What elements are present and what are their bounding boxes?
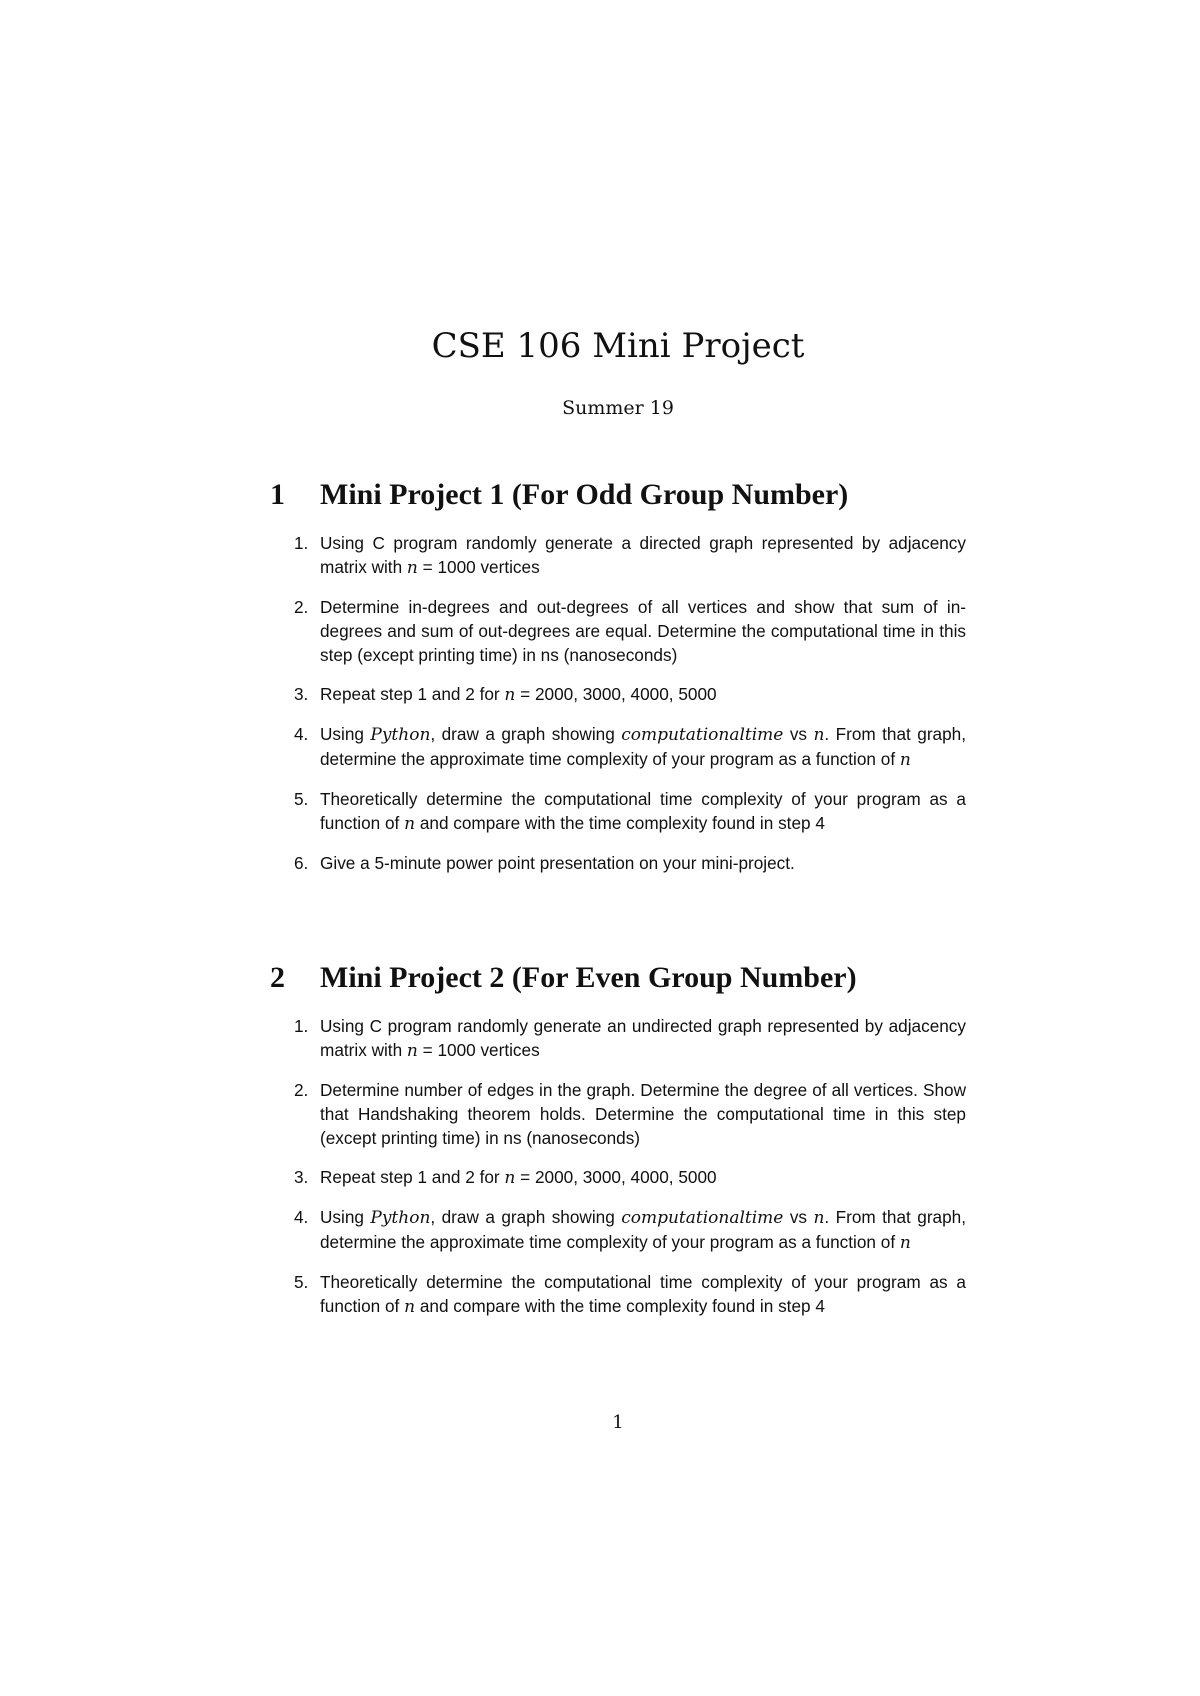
- step-text: vs: [783, 724, 814, 744]
- step-text: and compare with the time complexity found in step 4: [415, 1296, 825, 1316]
- step-number: 4.: [294, 724, 309, 744]
- step-item: [294, 722, 966, 772]
- step-text: Give a 5-minute power point presentation on your mini-project.: [320, 853, 795, 873]
- math-or-emphasis-text: n: [504, 1168, 516, 1188]
- step-text: Using C program randomly generate a directed graph represented by adjacency matrix with: [320, 533, 966, 577]
- step-item: [294, 531, 966, 580]
- math-or-emphasis-text: Python: [370, 725, 431, 745]
- step-number: 2.: [294, 597, 309, 617]
- math-or-emphasis-text: n: [813, 725, 825, 745]
- document-subtitle: Summer 19: [562, 397, 674, 419]
- step-number: 2.: [294, 1080, 309, 1100]
- math-or-emphasis-text: Python: [370, 1208, 431, 1228]
- step-text: Using: [320, 1207, 371, 1227]
- step-text: = 2000, 3000, 4000, 5000: [515, 1167, 717, 1187]
- section-number: 2: [270, 961, 285, 994]
- math-or-emphasis-text: n: [406, 558, 418, 578]
- math-or-emphasis-text: n: [404, 814, 416, 834]
- step-text: and compare with the time complexity found in step 4: [415, 813, 825, 833]
- step-item: [294, 1205, 966, 1255]
- step-text: Using C program randomly generate an undirected graph represented by adjacency matrix with: [320, 1016, 966, 1060]
- step-text: = 1000 vertices: [417, 557, 540, 577]
- step-number: 3.: [294, 684, 309, 704]
- step-number: 1.: [294, 533, 309, 553]
- section-title: Mini Project 1 (For Odd Group Number): [320, 478, 849, 511]
- step-text: . From that graph, determine the approximate time complexity of your program as a function of: [320, 1207, 967, 1252]
- step-item: [294, 1014, 966, 1063]
- step-text: Determine in-degrees and out-degrees of all vertices and show that sum of in-degrees and sum of out-degrees are equal. Determine the computational time in this step (except printing time) in ns (nanoseconds): [320, 597, 966, 665]
- step-text: , draw a graph showing: [430, 724, 622, 744]
- step-text: Repeat step 1 and 2 for: [320, 1167, 505, 1187]
- step-item: [294, 1078, 966, 1150]
- step-text: Repeat step 1 and 2 for: [320, 684, 505, 704]
- step-item: [294, 682, 966, 707]
- step-text: Theoretically determine the computational time complexity of your program as a function of: [320, 1272, 966, 1316]
- step-number: 5.: [294, 789, 309, 809]
- math-or-emphasis-text: n: [404, 1297, 416, 1317]
- page-number: 1: [612, 1412, 624, 1433]
- section-1-steps-list: [294, 531, 966, 890]
- math-or-emphasis-text: n: [504, 685, 516, 705]
- step-number: 5.: [294, 1272, 309, 1292]
- step-number: 4.: [294, 1207, 309, 1227]
- document-title: CSE 106 Mini Project: [431, 326, 805, 366]
- section-title: Mini Project 2 (For Even Group Number): [320, 961, 857, 994]
- step-item: [294, 1270, 966, 1319]
- section-heading-2: [270, 960, 857, 996]
- step-item: [294, 851, 966, 875]
- step-text: . From that graph, determine the approximate time complexity of your program as a function of: [320, 724, 967, 769]
- step-item: [294, 1165, 966, 1190]
- math-or-emphasis-text: n: [899, 1233, 911, 1253]
- section-number: 1: [270, 478, 285, 511]
- step-item: [294, 595, 966, 667]
- step-text: vs: [783, 1207, 814, 1227]
- step-number: 3.: [294, 1167, 309, 1187]
- step-text: = 2000, 3000, 4000, 5000: [515, 684, 717, 704]
- step-text: Determine number of edges in the graph. Determine the degree of all vertices. Show that Handshaking theorem holds. Determine the computational time in this step (except printing time) in ns (nanoseconds): [320, 1080, 966, 1148]
- math-or-emphasis-text: computationaltime: [621, 725, 784, 745]
- math-or-emphasis-text: n: [899, 750, 911, 770]
- math-or-emphasis-text: n: [813, 1208, 825, 1228]
- step-text: Using: [320, 724, 371, 744]
- step-item: [294, 787, 966, 836]
- math-or-emphasis-text: n: [406, 1041, 418, 1061]
- section-heading-1: [270, 477, 848, 513]
- step-text: = 1000 vertices: [417, 1040, 540, 1060]
- step-number: 1.: [294, 1016, 309, 1036]
- section-2-steps-list: [294, 1014, 966, 1334]
- math-or-emphasis-text: computationaltime: [621, 1208, 784, 1228]
- step-number: 6.: [294, 853, 309, 873]
- step-text: Theoretically determine the computational time complexity of your program as a function of: [320, 789, 966, 833]
- step-text: , draw a graph showing: [430, 1207, 622, 1227]
